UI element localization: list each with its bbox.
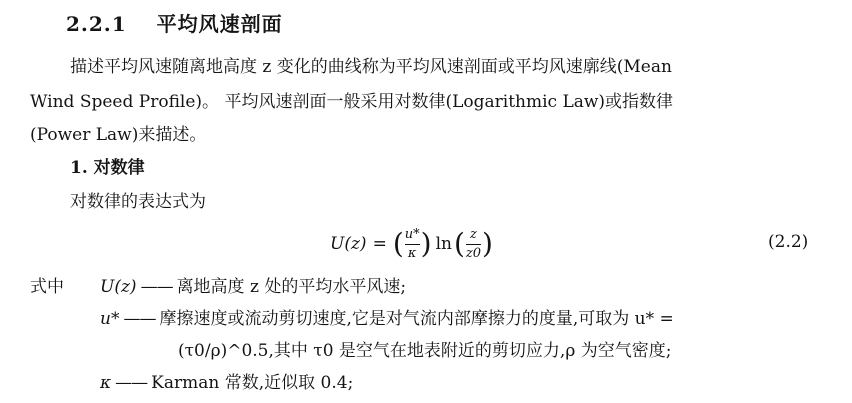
fraction-denominator: κ [407, 245, 417, 261]
definition-dash: —— [115, 373, 148, 393]
definition-symbol: U(z) [100, 277, 137, 297]
equation-number: (2.2) [768, 232, 809, 252]
paragraph-line-2: Wind Speed Profile)。 平均风速剖面一般采用对数律(Logarithmic Law)或指数律 [30, 92, 674, 112]
definition-item [100, 304, 674, 329]
section-heading [66, 8, 283, 37]
right-paren: ) [420, 227, 432, 260]
section-title: 平均风速剖面 [156, 12, 283, 36]
fraction-numerator: z [470, 226, 477, 242]
definition-text: 摩擦速度或流动剪切速度,它是对气流内部摩擦力的度量,可取为 u* = [159, 309, 674, 329]
subsection-heading: 1. 对数律 [70, 158, 145, 178]
formula-equals: = [372, 234, 387, 254]
formula-ln: ln [435, 234, 452, 254]
definition-text: 离地高度 z 处的平均水平风速; [176, 277, 407, 297]
fraction-friction-velocity [405, 227, 420, 262]
definitions-label: 式中 [30, 277, 64, 297]
log-law-formula [330, 220, 493, 268]
right-paren: ) [482, 227, 493, 260]
definition-symbol: κ [100, 373, 112, 393]
definition-item [100, 272, 406, 297]
formula-lhs: U(z) [330, 234, 367, 254]
left-paren: ( [453, 227, 465, 260]
left-paren: ( [392, 227, 404, 260]
definition-item [100, 368, 353, 393]
fraction-bar [466, 244, 481, 245]
fraction-bar [405, 244, 420, 245]
definition-dash: —— [123, 309, 156, 329]
expression-intro: 对数律的表达式为 [70, 192, 206, 212]
definition-symbol: u* [100, 309, 120, 329]
paragraph-line-1: 描述平均风速随离地高度 z 变化的曲线称为平均风速剖面或平均风速廓线(Mean [70, 57, 672, 77]
definition-dash: —— [140, 277, 173, 297]
section-number: 2.2.1 [66, 12, 127, 36]
fraction-numerator: u* [404, 226, 420, 242]
definition-continuation: (τ0/ρ)^0.5,其中 τ0 是空气在地表附近的剪切应力,ρ 为空气密度; [178, 341, 672, 361]
fraction-height-ratio [466, 227, 481, 262]
fraction-denominator: z0 [465, 245, 482, 261]
definition-text: Karman 常数,近似取 0.4; [151, 373, 354, 393]
paragraph-line-3: (Power Law)来描述。 [30, 125, 207, 145]
